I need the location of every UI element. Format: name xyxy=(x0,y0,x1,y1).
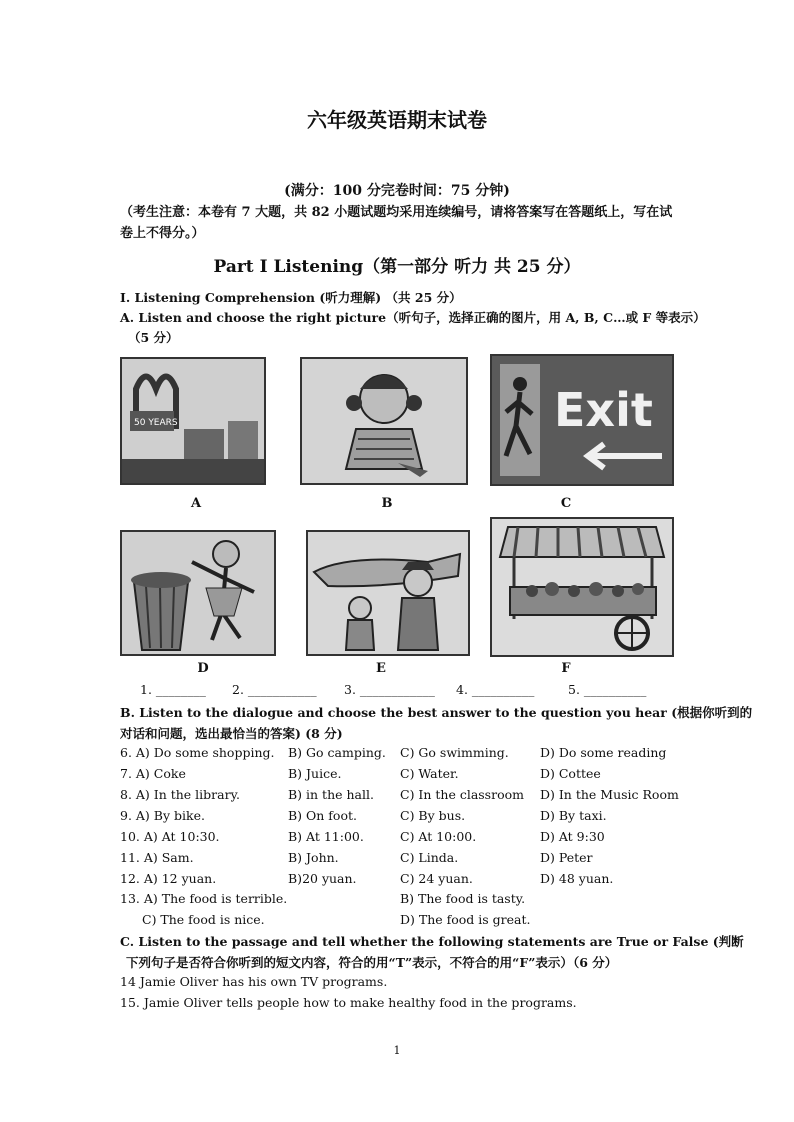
option-d: D) The food is great. xyxy=(400,912,531,927)
option-d: D) At 9:30 xyxy=(540,829,605,844)
picture-label-a: A xyxy=(190,496,202,511)
option-a: 7. A) Coke xyxy=(120,766,186,781)
option-b: B) On foot. xyxy=(288,808,357,823)
option-b: B) John. xyxy=(288,850,339,865)
section-b-heading: B. Listen to the dialogue and choose the best answer to the question you hear (根据你听到的 xyxy=(120,705,753,720)
option-a: 10. A) At 10:30. xyxy=(120,829,220,844)
option-d: D) In the Music Room xyxy=(540,787,679,802)
picture-c xyxy=(490,354,674,486)
option-b: B) Juice. xyxy=(288,766,342,781)
blank-1[interactable]: 1. ________ xyxy=(140,682,206,697)
option-c: C) 24 yuan. xyxy=(400,871,473,886)
blank-3[interactable]: 3. ____________ xyxy=(344,682,435,697)
option-b: B) in the hall. xyxy=(288,787,374,802)
page-title: 六年级英语期末试卷 xyxy=(307,108,487,132)
picture-a xyxy=(120,357,266,485)
option-d: D) 48 yuan. xyxy=(540,871,614,886)
pilot-and-plane-icon xyxy=(308,532,468,654)
option-c: C) Water. xyxy=(400,766,459,781)
blank-2[interactable]: 2. ___________ xyxy=(232,682,317,697)
option-c: C) At 10:00. xyxy=(400,829,477,844)
option-a: 12. A) 12 yuan. xyxy=(120,871,217,886)
market-cart-icon xyxy=(492,519,672,655)
mcdonalds-storefront-icon xyxy=(122,359,264,483)
picture-label-c: C xyxy=(560,496,572,511)
option-a: 11. A) Sam. xyxy=(120,850,194,865)
option-d: D) Do some reading xyxy=(540,745,667,760)
option-a: 6. A) Do some shopping. xyxy=(120,745,275,760)
picture-f xyxy=(490,517,674,657)
blank-5[interactable]: 5. __________ xyxy=(568,682,647,697)
blank-4[interactable]: 4. __________ xyxy=(456,682,535,697)
option-c: C) Linda. xyxy=(400,850,459,865)
section-a-heading: A. Listen and choose the right picture（听句子，选择正确的图片，用 A, B, C…或 F 等表示） xyxy=(120,310,706,325)
picture-d xyxy=(120,530,276,656)
option-d: D) By taxi. xyxy=(540,808,607,823)
answer-blanks xyxy=(120,682,680,700)
exam-note: （考生注意：本卷有 7 大题，共 82 小题试题均采用连续编号，请将答案写在答题纸上，写在试卷上不得分。） xyxy=(120,205,673,241)
trash-bin-icon xyxy=(122,532,274,654)
option-d: D) Peter xyxy=(540,850,593,865)
section-a-points: （5 分） xyxy=(128,330,179,345)
picture-label-e: E xyxy=(376,661,386,676)
section-c-heading: C. Listen to the passage and tell whether the following statements are True or False (判断 xyxy=(120,934,744,949)
picture-c-caption: Exit xyxy=(554,383,653,437)
exam-meta: (满分：100 分完卷时间：75 分钟) xyxy=(284,183,510,199)
option-b: B) At 11:00. xyxy=(288,829,364,844)
section-b-heading-2: 对话和问题，选出最恰当的答案) (8 分) xyxy=(120,726,343,741)
option-a: 9. A) By bike. xyxy=(120,808,205,823)
option-a: 13. A) The food is terrible. xyxy=(120,891,288,906)
picture-e xyxy=(306,530,470,656)
picture-label-b: B xyxy=(381,496,393,511)
picture-label-d: D xyxy=(197,661,209,676)
option-b: B) The food is tasty. xyxy=(400,891,526,906)
picture-a-caption: 50 YEARS xyxy=(134,418,178,428)
option-b: B) Go camping. xyxy=(288,745,386,760)
picture-label-f: F xyxy=(561,661,571,676)
option-c: C) Go swimming. xyxy=(400,745,509,760)
option-b: B)20 yuan. xyxy=(288,871,357,886)
page-number: 1 xyxy=(393,1044,401,1057)
section-i-heading: I. Listening Comprehension (听力理解) （共 25 分） xyxy=(120,290,462,305)
option-d: D) Cottee xyxy=(540,766,601,781)
option-c: C) By bus. xyxy=(400,808,466,823)
part-heading: Part I Listening（第一部分 听力 共 25 分） xyxy=(213,257,581,277)
girl-with-shovel-icon xyxy=(302,359,466,483)
exit-sign-icon xyxy=(492,356,672,484)
option-c: C) The food is nice. xyxy=(142,912,265,927)
option-c: C) In the classroom xyxy=(400,787,524,802)
statement-15: 15. Jamie Oliver tells people how to make healthy food in the programs. xyxy=(120,995,577,1010)
section-c-heading-2: 下列句子是否符合你听到的短文内容，符合的用“T”表示，不符合的用“F”表示）（6 分） xyxy=(126,955,618,970)
statement-14: 14 Jamie Oliver has his own TV programs. xyxy=(120,974,388,989)
option-a: 8. A) In the library. xyxy=(120,787,240,802)
picture-b xyxy=(300,357,468,485)
